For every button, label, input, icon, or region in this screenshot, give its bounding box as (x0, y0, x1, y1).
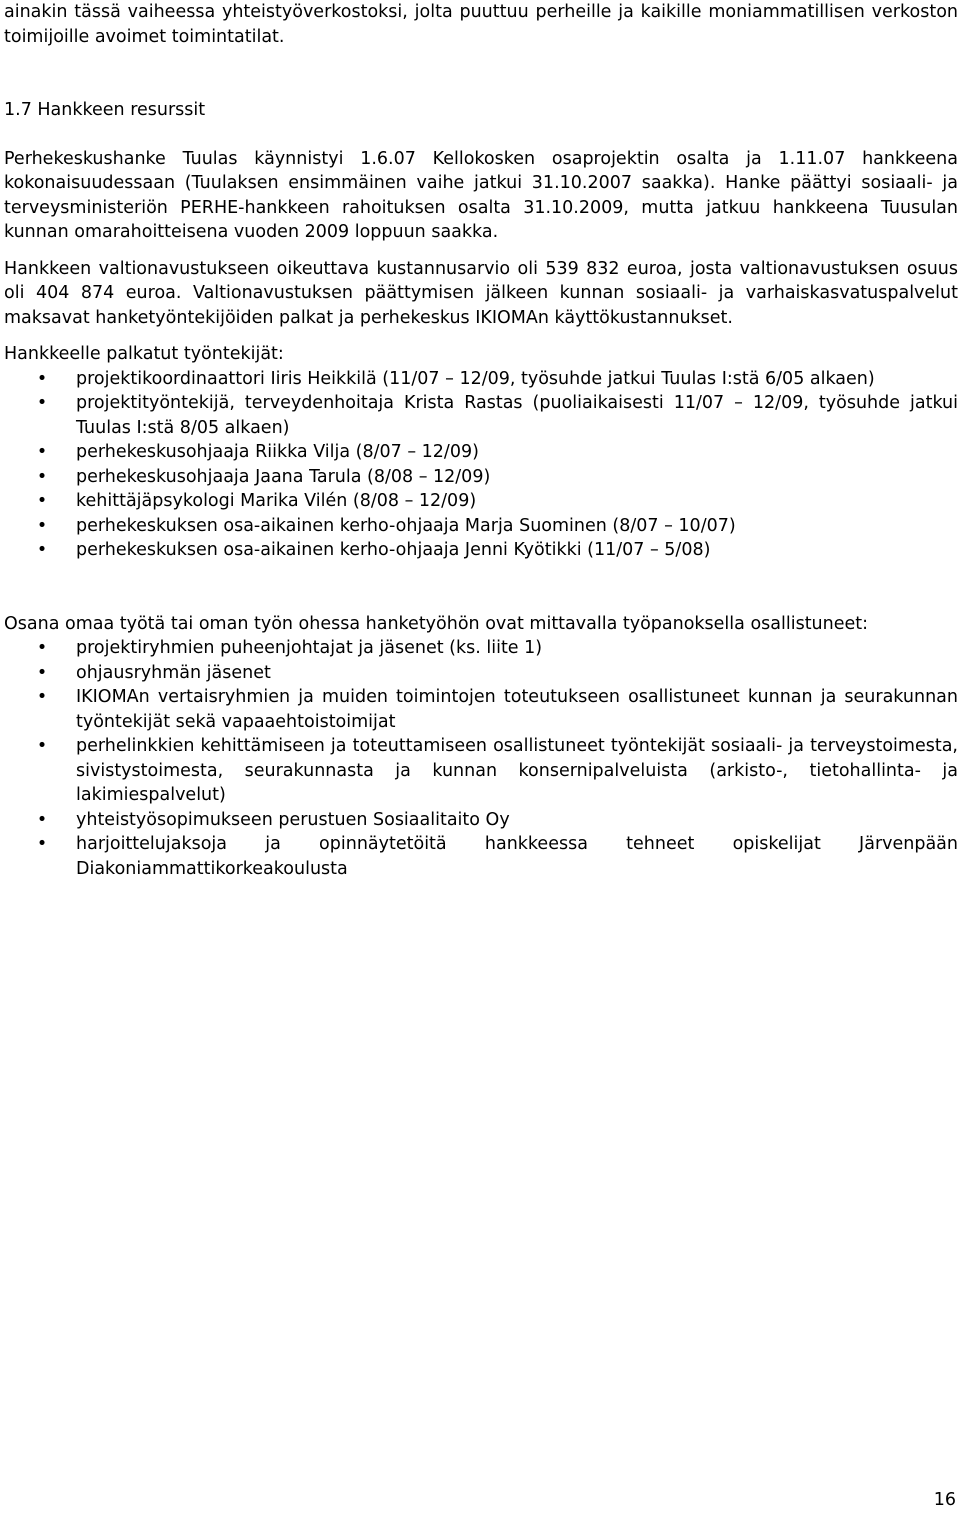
staff-list-intro: Hankkeelle palkatut työntekijät: (4, 344, 284, 364)
list-item-text: kehittäjäpsykologi Marika Vilén (8/08 – 12/09) (76, 491, 477, 511)
bullet-icon: • (36, 736, 48, 756)
bullet-icon: • (36, 687, 48, 707)
list-item (4, 832, 958, 881)
list-item (4, 367, 958, 392)
list-item (4, 391, 958, 440)
page-number: 16 (933, 1490, 956, 1510)
list-item (4, 661, 958, 686)
list-item (4, 489, 958, 514)
list-item-text: perhekeskuksen osa-aikainen kerho-ohjaaja Jenni Kyötikki (11/07 – 5/08) (76, 540, 711, 560)
list-item-text: projektikoordinaattori Iiris Heikkilä (11/07 – 12/09, työsuhde jatkui Tuulas I:stä 6/05 alkaen) (76, 368, 875, 389)
staff-list (4, 367, 958, 563)
list-item (4, 685, 958, 734)
list-item-text: perhekeskusohjaaja Riikka Vilja (8/07 – 12/09) (76, 442, 479, 462)
list-item (4, 808, 958, 833)
section-heading: 1.7 Hankkeen resurssit (4, 100, 206, 120)
bullet-icon: • (36, 393, 48, 413)
list-item (4, 636, 958, 661)
contributors-list-intro: Osana omaa työtä tai oman työn ohessa hanketyöhön ovat mittavalla työpanoksella osallistuneet: (4, 613, 869, 634)
list-item (4, 465, 958, 490)
list-item (4, 440, 958, 465)
bullet-icon: • (36, 368, 48, 389)
list-item (4, 514, 958, 539)
list-item-text: IKIOMAn vertaisryhmien ja muiden toimintojen toteutukseen osallistuneet kunnan ja seurakunnan työntekijät sekä vapaaehtoistoimijat (76, 687, 958, 732)
contributors-list (4, 636, 958, 881)
bullet-icon: • (36, 834, 48, 854)
bullet-icon: • (36, 491, 48, 511)
list-item-text: ohjausryhmän jäsenet (76, 662, 271, 683)
list-item (4, 538, 958, 563)
intro-paragraph: ainakin tässä vaiheessa yhteistyöverkostoksi, jolta puuttuu perheille ja kaikille moniammatillisen verkoston toimijoille avoimet toimintatilat. (4, 2, 958, 47)
resources-paragraph: Perhekeskushanke Tuulas käynnistyi 1.6.07 Kellokosken osaprojektin osalta ja 1.11.07 hankkeena kokonaisuudessaan (Tuulaksen ensimmäinen vaihe jatkui 31.10.2007 saakka). Hanke päättyi sosiaali- ja terveysministeriön PERHE-hankkeen rahoituksen osalta 31.10.2009, mutta jatkuu hankkeena Tuusulan kunnan omarahoitteisena vuoden 2009 loppuun saakka. (4, 148, 958, 242)
bullet-icon: • (36, 515, 48, 536)
bullet-icon: • (36, 442, 48, 462)
list-item-text: perhekeskusohjaaja Jaana Tarula (8/08 – 12/09) (76, 466, 491, 487)
list-item-text: projektityöntekijä, terveydenhoitaja Krista Rastas (puoliaikaisesti 11/07 – 12/09, työsuhde jatkui Tuulas I:stä 8/05 alkaen) (76, 393, 958, 438)
bullet-icon: • (36, 809, 48, 830)
bullet-icon: • (36, 466, 48, 487)
list-item (4, 734, 958, 808)
list-item-text: projektiryhmien puheenjohtajat ja jäsenet (ks. liite 1) (76, 638, 543, 658)
bullet-icon: • (36, 638, 48, 658)
list-item-text: perhekeskuksen osa-aikainen kerho-ohjaaja Marja Suominen (8/07 – 10/07) (76, 515, 736, 536)
list-item-text: harjoittelujaksoja ja opinnäytetöitä hankkeessa tehneet opiskelijat Järvenpään Diakoniammattikorkeakoulusta (76, 834, 958, 879)
document-page (4, 0, 958, 881)
funding-paragraph: Hankkeen valtionavustukseen oikeuttava kustannusarvio oli 539 832 euroa, josta valtionavustuksen osuus oli 404 874 euroa. Valtionavustuksen päättymisen jälkeen kunnan sosiaali- ja varhaiskasvatuspalvelut maksavat hanketyöntekijöiden palkat ja perhekeskus IKIOMAn käyttökustannukset. (4, 258, 958, 328)
list-item-text: perhelinkkien kehittämiseen ja toteuttamiseen osallistuneet työntekijät sosiaali- ja terveystoimesta, sivistystoimesta, seurakunnasta ja kunnan konsernipalveluista (arkisto-, tietohallinta- ja lakimiespalvelut) (76, 736, 958, 805)
bullet-icon: • (36, 540, 48, 560)
bullet-icon: • (36, 662, 48, 683)
list-item-text: yhteistyösopimukseen perustuen Sosiaalitaito Oy (76, 809, 510, 830)
